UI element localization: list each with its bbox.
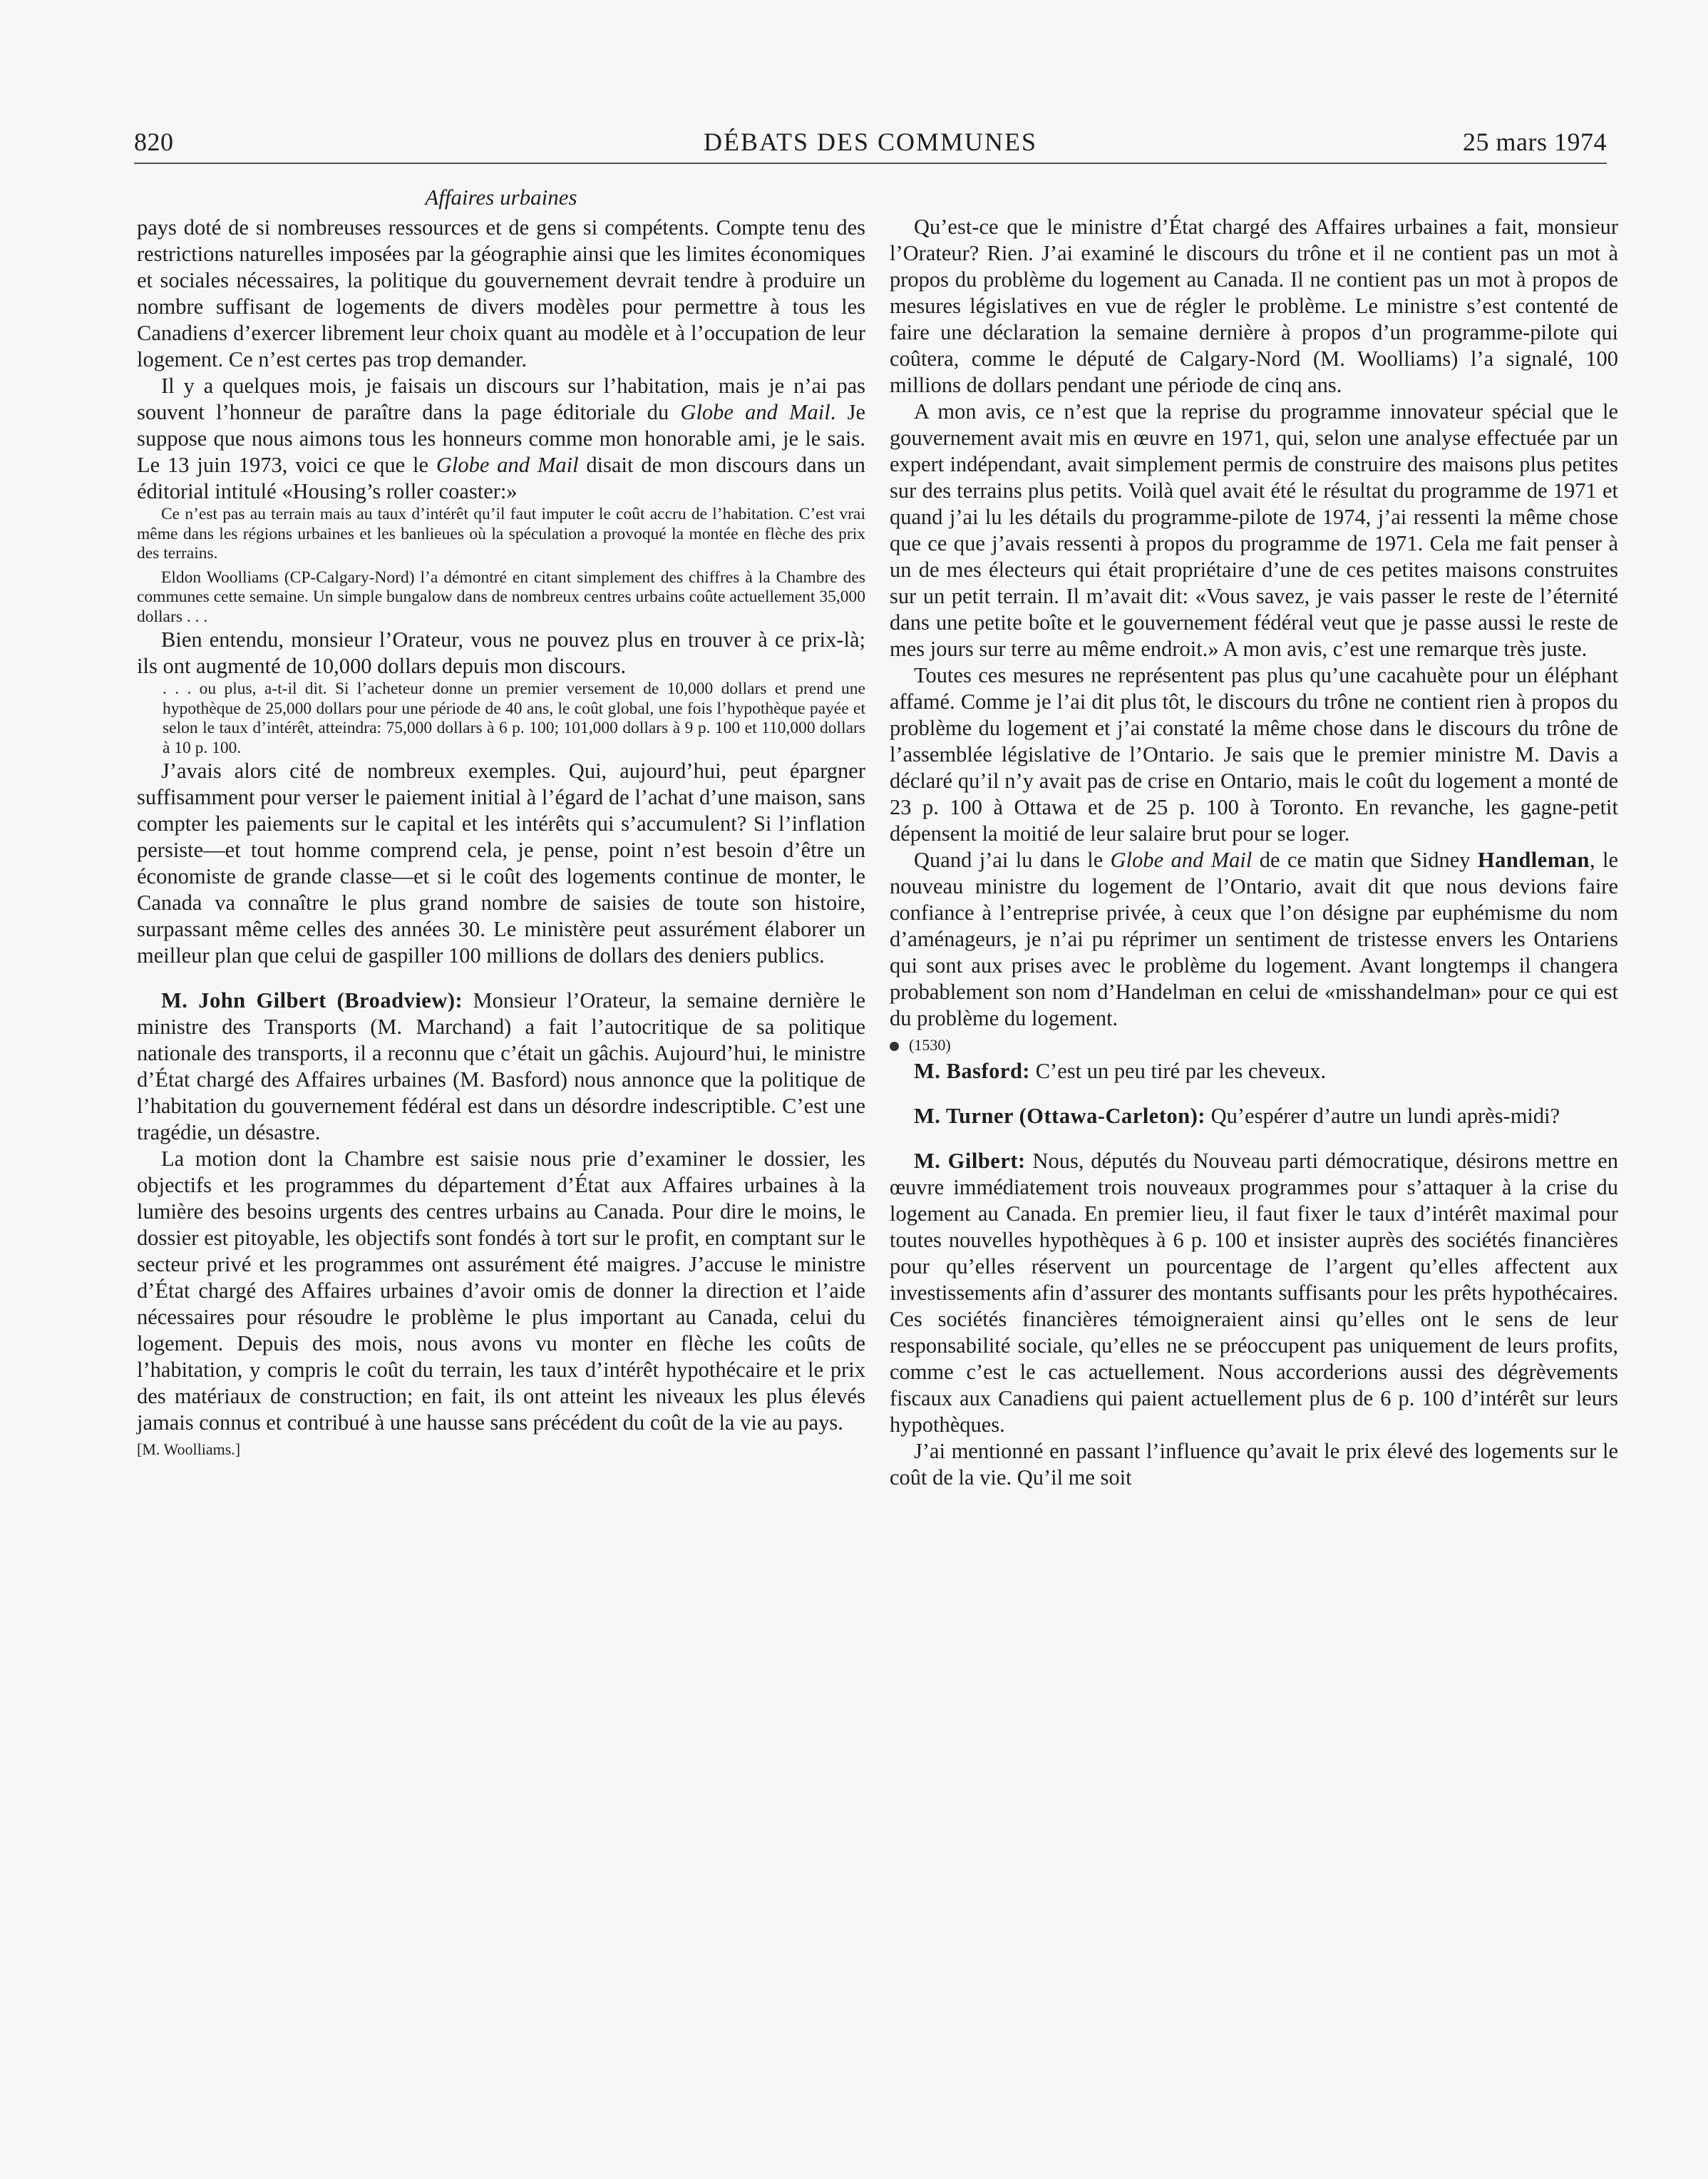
text-run: . Je suppose que nous aimons tous les honneurs comme mon honorable ami, je le sais. Le 13 juin 1973, voici ce que le <box>137 400 865 477</box>
paragraph <box>890 847 1618 1032</box>
speaker-name: M. Basford: <box>914 1059 1031 1083</box>
speech-paragraph <box>137 988 865 1146</box>
quotation: Eldon Woolliams (CP-Calgary-Nord) l’a démontré en citant simplement des chiffres à la Chambre des communes cette semaine. Un simple bungalow dans de nombreux centres urbains coûte actuellement 35,000 dollars . . . <box>137 568 865 626</box>
paragraph: Bien entendu, monsieur l’Orateur, vous ne pouvez plus en trouver à ce prix-là; ils ont augmenté de 10,000 dollars depuis mon discours. <box>137 627 865 678</box>
speaker-signature: [M. Woolliams.] <box>137 1440 241 1458</box>
right-column <box>890 214 1618 1491</box>
time-marker <box>890 1032 1618 1058</box>
page-date: 25 mars 1974 <box>1463 128 1607 156</box>
time-marker-text: (1530) <box>909 1036 951 1054</box>
paragraph: La motion dont la Chambre est saisie nous prie d’examiner le dossier, les objectifs et les programmes du département d’État aux Affaires urbaines à la lumière des besoins urgents des centres urbains au Canada. Pour dire le moins, le dossier est pitoyable, les objectifs sont fondés à tort sur le profit, en comptant sur le secteur privé et les programmes ont assurément été maigres. J’accuse le ministre d’État chargé des Affaires urbaines d’avoir omis de donner la direction et l’aide nécessaires pour résoudre le problème le plus important au Canada, celui du logement. Depuis des mois, nous avons vu monter en flèche les coûts de l’habitation, y compris le coût du terrain, les taux d’intérêt hypothécaire et le prix des matériaux de construction; en fait, ils ont atteint les niveaux les plus élevés jamais connus et contribué à une hausse sans précédent du coût de la vie au pays. <box>137 1147 865 1435</box>
paragraph: pays doté de si nombreuses ressources et de gens si compétents. Compte tenu des restrictions naturelles imposées par la géographie ainsi que les limites économiques et sociales nécessaires, la politique du gouvernement devrait tendre à produire un nombre suffisant de logements de divers modèles pour permettre à tous les Canadiens d’exercer librement leur choix quant au modèle et à l’occupation de leur logement. Ce n’est certes pas trop demander. <box>137 215 865 371</box>
publication-title: DÉBATS DES COMMUNES <box>703 128 1038 156</box>
text-run: de ce matin que Sidney <box>1252 848 1478 872</box>
text-run: disait de mon discours dans un éditorial intitulé «Housing’s roller coaster:» <box>137 453 865 503</box>
text-run: Il y a quelques mois, je faisais un discours sur l’habitation, mais je n’ai pas souvent l’honneur de paraître dans la page éditoriale du <box>137 374 865 424</box>
paragraph: Qu’est-ce que le ministre d’État chargé des Affaires urbaines a fait, monsieur l’Orateur? Rien. J’ai examiné le discours du trône et il ne contient pas un mot à propos du problème du logement au Canada. Il ne contient pas un mot à propos de mesures législatives en vue de régler le problème. Le ministre s’est contenté de faire une déclaration la semaine dernière à propos d’un programme-pilote qui coûtera, comme le député de Calgary-Nord (M. Woolliams) l’a signalé, 100 millions de dollars pendant une période de cinq ans. <box>890 215 1618 397</box>
paragraph: J’ai mentionné en passant l’influence qu’avait le prix élevé des logements sur le coût de la vie. Qu’il me soit <box>890 1439 1618 1490</box>
speaker-name: M. John Gilbert (Broadview): <box>161 988 463 1012</box>
paragraph: J’avais alors cité de nombreux exemples. Qui, aujourd’hui, peut épargner suffisamment pour verser le paiement initial à l’égard de l’achat d’une maison, sans compter les paiements sur le capital et les intérêts qui s’accumulent? Si l’inflation persiste—et tout homme comprend cela, je pense, point n’est besoin d’être un économiste de grande classe—et si le coût des logements continue de monter, le Canada va connaître le plus grand nombre de saisies de toute son histoire, surpassant même celles des années 30. Le ministère peut assurément élaborer un meilleur plan que celui de gaspiller 100 millions de dollars des deniers publics. <box>137 759 865 968</box>
newspaper-title: Globe and Mail <box>436 453 579 477</box>
speaker-name: M. Gilbert: <box>914 1149 1026 1173</box>
text-run: C’est un peu tiré par les cheveux. <box>1030 1059 1327 1083</box>
section-title: Affaires urbaines <box>425 185 577 210</box>
bullet-dot-icon <box>890 1042 899 1051</box>
page-header <box>134 127 1607 164</box>
text-run: Qu’espérer d’autre un lundi après-midi? <box>1205 1104 1560 1128</box>
person-name: Handleman <box>1477 848 1590 872</box>
newspaper-title: Globe and Mail <box>680 400 830 424</box>
paragraph <box>137 373 865 505</box>
paragraph: Toutes ces mesures ne représentent pas plus qu’une cacahuète pour un éléphant affamé. Comme je l’ai dit plus tôt, le discours du trône ne contient rien à propos du problème du logement et j’ai constaté la même chose dans le discours du trône de l’assemblée législative de l’Ontario. Je sais que le premier ministre M. Davis a déclaré qu’il n’y avait pas de crise en Ontario, mais le coût du logement a monté de 23 p. 100 à Ottawa et de 25 p. 100 à Toronto. En revanche, les gagne-petit dépensent la moitié de leur salaire brut pour se loger. <box>890 663 1618 846</box>
text-run: Quand j’ai lu dans le <box>914 848 1111 872</box>
newspaper-title: Globe and Mail <box>1110 848 1252 872</box>
left-column <box>137 184 865 1462</box>
quotation: . . . ou plus, a-t-il dit. Si l’acheteur donne un premier versement de 10,000 dollars et prend une hypothèque de 25,000 dollars pour une période de 40 ans, le coût global, une fois l’hypothèque payée et selon le taux d’intérêt, atteindra: 75,000 dollars à 6 p. 100; 101,000 dollars à 9 p. 100 et 110,000 dollars à 10 p. 100. <box>163 680 865 757</box>
text-run: , le nouveau ministre du logement de l’Ontario, avait dit que nous devions faire confiance à l’entreprise privée, à ceux que l’on désigne par euphémisme du nom d’aménageurs, je n’ai pu réprimer un sentiment de tristesse envers les Ontariens qui sont aux prises avec le problème du logement. Avant longtemps il changera probablement son nom d’Handelman en celui de «misshandelman» pour ce qui est du problème du logement. <box>890 848 1618 1030</box>
paragraph: A mon avis, ce n’est que la reprise du programme innovateur spécial que le gouvernement avait mis en œuvre en 1971, qui, selon une analyse effectuée par un expert indépendant, avait simplement permis de construire des maisons plus petites sur des terrains plus petits. Voilà quel avait été le résultat du programme de 1971 et quand j’ai lu les détails du programme-pilote de 1974, j’ai ressenti la même chose que ce que j’avais ressenti à propos du programme de 1971. Cela me fait penser à un de mes électeurs qui était propriétaire d’une de ces petites maisons construites sur un petit terrain. Il m’avait dit: «Vous savez, je vais passer le reste de l’éternité dans une petite boîte et le gouvernement fédéral veut que je passe aussi le reste de mes jours sur terre au même endroit.» A mon avis, c’est une remarque très juste. <box>890 399 1618 661</box>
speech-paragraph <box>890 1058 1618 1085</box>
quotation: Ce n’est pas au terrain mais au taux d’intérêt qu’il faut imputer le coût accru de l’habitation. C’est vrai même dans les régions urbaines et les banlieues où la spéculation a provoqué la montée en flèche des prix des terrains. <box>137 505 865 563</box>
text-run: Nous, députés du Nouveau parti démocratique, désirons mettre en œuvre immédiatement trois nouveaux programmes pour s’attaquer à la crise du logement au Canada. En premier lieu, il faut fixer le taux d’intérêt maximal pour toutes nouvelles hypothèques à 6 p. 100 et insister auprès des sociétés financières pour qu’elles réservent un pourcentage de l’argent qu’elles affectent aux investissements afin d’assurer des montants suffisants pour les prêts hypothécaires. Ces sociétés financières témoigneraient ainsi qu’elles ont le sens de leur responsabilité sociale, qu’elles ne se préoccupent pas uniquement de leurs profits, comme c’est le cas actuellement. Nous accorderions aussi des dégrèvements fiscaux aux Canadiens qui paient actuellement plus de 6 p. 100 d’intérêt sur leurs hypothèques. <box>890 1149 1618 1437</box>
speech-paragraph <box>890 1103 1618 1129</box>
text-run: Monsieur l’Orateur, la semaine dernière le ministre des Transports (M. Marchand) a fait l’autocritique de sa politique nationale des transports, il a reconnu que c’était un gâchis. Aujourd’hui, le ministre d’État chargé des Affaires urbaines (M. Basford) nous annonce que la politique de l’habitation du gouvernement fédéral est dans un désordre indescriptible. C’est une tragédie, un désastre. <box>137 988 865 1144</box>
page-number: 820 <box>134 128 174 156</box>
speaker-name: M. Turner (Ottawa-Carleton): <box>914 1104 1206 1128</box>
speech-paragraph <box>890 1148 1618 1438</box>
